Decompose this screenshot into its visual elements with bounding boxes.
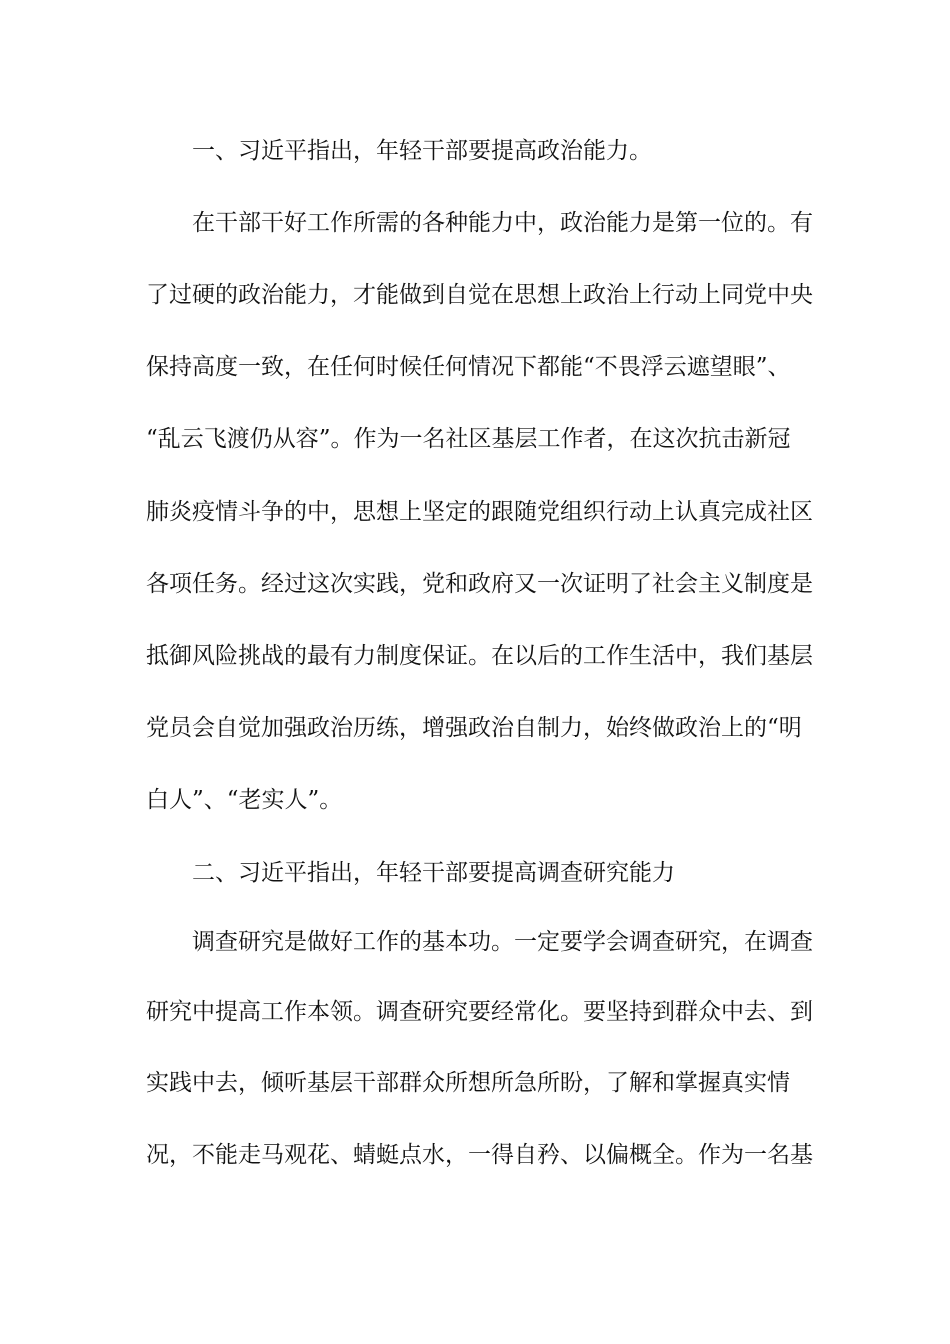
paragraph-line: 抵御风险挑战的最有力制度保证。在以后的工作生活中，我们基层 (146, 643, 813, 669)
heading-two: 二、习近平指出，年轻干部要提高调查研究能力 (192, 860, 675, 886)
paragraph-line: 调查研究是做好工作的基本功。一定要学会调查研究，在调查 (192, 929, 813, 955)
paragraph-line: 党员会自觉加强政治历练，增强政治自制力，始终做政治上的“明 (146, 715, 802, 741)
heading-one: 一、习近平指出，年轻干部要提高政治能力。 (192, 138, 652, 164)
paragraph-line: 保持高度一致，在任何时候任何情况下都能“不畏浮云遮望眼”、 (146, 354, 791, 380)
paragraph-line: 了过硬的政治能力，才能做到自觉在思想上政治上行动上同党中央 (146, 282, 813, 308)
paragraph-line: 各项任务。经过这次实践，党和政府又一次证明了社会主义制度是 (146, 571, 813, 597)
paragraph-line: 肺炎疫情斗争的中，思想上坚定的跟随党组织行动上认真完成社区 (146, 499, 813, 525)
paragraph-line: 研究中提高工作本领。调查研究要经常化。要坚持到群众中去、到 (146, 999, 813, 1025)
paragraph-line: “乱云飞渡仍从容”。作为一名社区基层工作者，在这次抗击新冠 (146, 426, 791, 452)
paragraph-line: 实践中去，倾听基层干部群众所想所急所盼，了解和掌握真实情 (146, 1070, 790, 1096)
paragraph-line: 况，不能走马观花、蜻蜓点水，一得自矜、以偏概全。作为一名基 (146, 1142, 813, 1168)
paragraph-line: 在干部干好工作所需的各种能力中，政治能力是第一位的。有 (192, 210, 813, 236)
paragraph-line: 白人”、“老实人”。 (146, 787, 343, 813)
